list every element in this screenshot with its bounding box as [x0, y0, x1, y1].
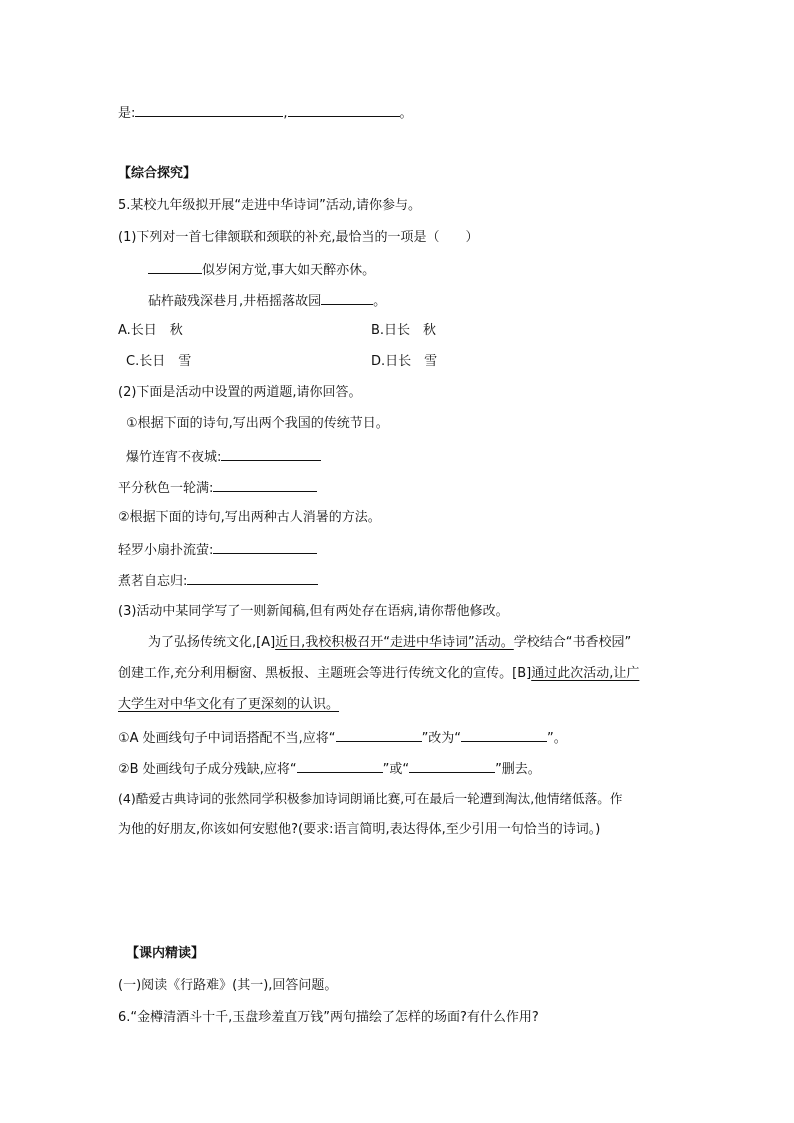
- news-text: 学校结合“书香校园”: [513, 635, 632, 650]
- underlined-sentence-b: 通过此次活动,让广: [531, 666, 640, 681]
- fix-text: ②B 处画线句子成分残缺,应将“: [118, 762, 297, 777]
- question-6: 6.“金樽清酒斗十千,玉盘珍羞直万钱”两句描绘了怎样的场面?有什么作用?: [118, 1010, 539, 1025]
- answer-blank[interactable]: [187, 570, 318, 585]
- answer-blank[interactable]: [288, 102, 400, 117]
- section-heading-comprehensive: 【综合探究】: [118, 166, 197, 181]
- poem-text: 爆竹连宵不夜城:: [126, 450, 222, 465]
- underlined-sentence-b-cont: 大学生对中华文化有了更深刻的认识。: [118, 697, 340, 712]
- fix-b-row: [118, 758, 541, 780]
- poem-line-2-end: 。: [373, 294, 387, 309]
- poem-line-2: [148, 290, 386, 312]
- poem-line-1: [148, 259, 375, 281]
- poem-answer-row: [118, 570, 318, 592]
- news-line-2: [118, 664, 639, 684]
- answer-blank[interactable]: [213, 539, 317, 554]
- news-text: 创建工作,充分利用橱窗、黑板报、主题班会等进行传统文化的宣传。[B]: [118, 666, 532, 681]
- question-5-2-stem: (2)下面是活动中设置的两道题,请你回答。: [118, 385, 362, 400]
- option-c[interactable]: C.长日 雪: [126, 354, 192, 369]
- poem-line-2-text: 砧杵敲残深巷月,井梧摇落故园: [148, 294, 322, 309]
- news-text: 为了弘扬传统文化,[A]: [148, 635, 276, 650]
- poem-text: 煮茗自忘归:: [118, 574, 188, 589]
- question-5-1-stem: (1)下列对一首七律颔联和颈联的补充,最恰当的一项是（ ）: [118, 230, 479, 245]
- poem-answer-row: [118, 477, 317, 499]
- poem-line-1-text: 似岁闲方觉,事大如天醉亦休。: [202, 263, 376, 278]
- answer-blank[interactable]: [221, 446, 321, 461]
- poem-text: 平分秋色一轮满:: [118, 481, 214, 496]
- option-a[interactable]: A.长日 秋: [118, 323, 183, 338]
- answer-line-top: [118, 102, 413, 124]
- option-b[interactable]: B.日长 秋: [371, 323, 437, 338]
- poem-answer-row: [118, 539, 317, 561]
- answer-blank[interactable]: [148, 259, 202, 274]
- fix-text: ①A 处画线句子中词语搭配不当,应将“: [118, 731, 336, 746]
- section-heading-intensive-reading: 【课内精读】: [126, 946, 205, 961]
- answer-blank[interactable]: [297, 758, 383, 773]
- sub-question-1: ①根据下面的诗句,写出两个我国的传统节日。: [126, 416, 389, 431]
- answer-prefix: 是:: [118, 106, 136, 121]
- fix-text: ”改为“: [421, 731, 462, 746]
- question-5-4-line-2: 为他的好朋友,你该如何安慰他?(要求:语言简明,表达得体,至少引用一句恰当的诗词。): [118, 822, 601, 837]
- news-line-1: [148, 633, 631, 653]
- answer-blank[interactable]: [321, 290, 373, 305]
- news-line-3: [118, 695, 339, 715]
- answer-blank[interactable]: [135, 102, 283, 117]
- fix-a-row: [118, 727, 567, 749]
- answer-blank[interactable]: [213, 477, 317, 492]
- question-5-3-stem: (3)活动中某同学写了一则新闻稿,但有两处存在语病,请你帮他修改。: [118, 604, 509, 619]
- option-d[interactable]: D.日长 雪: [371, 354, 438, 369]
- answer-blank[interactable]: [409, 758, 495, 773]
- comma: ,: [283, 106, 288, 121]
- poem-text: 轻罗小扇扑流萤:: [118, 543, 214, 558]
- question-5-4-line-1: (4)酷爱古典诗词的张然同学积极参加诗词朗诵比赛,可在最后一轮遭到淘汰,他情绪低落。作: [118, 791, 623, 806]
- reading-intro: (一)阅读《行路难》(其一),回答问题。: [118, 978, 338, 993]
- period: 。: [399, 106, 413, 121]
- fix-text: ”或“: [382, 762, 410, 777]
- question-5-intro: 5.某校九年级拟开展“走进中华诗词”活动,请你参与。: [118, 198, 422, 213]
- sub-question-2: ②根据下面的诗句,写出两种古人消暑的方法。: [118, 510, 381, 525]
- fix-text: ”。: [547, 731, 567, 746]
- answer-blank[interactable]: [461, 727, 547, 742]
- underlined-sentence-a: 近日,我校积极召开“走进中华诗词”活动。: [275, 635, 514, 650]
- fix-text: ”删去。: [495, 762, 541, 777]
- poem-answer-row: [126, 446, 321, 468]
- answer-blank[interactable]: [336, 727, 422, 742]
